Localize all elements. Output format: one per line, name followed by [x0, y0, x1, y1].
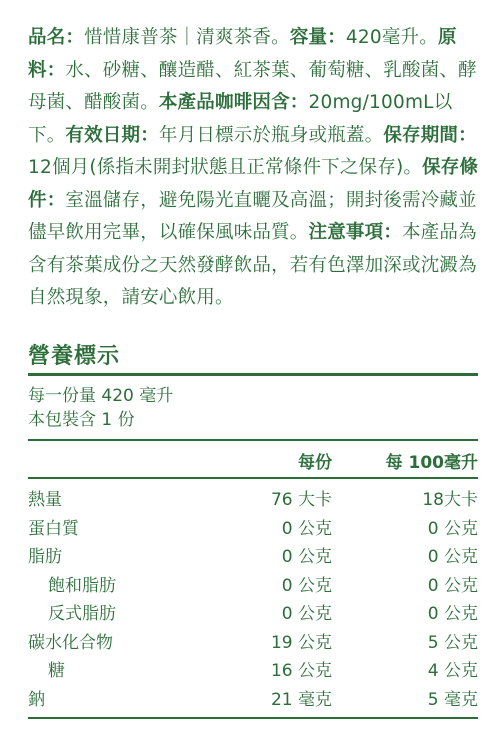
nutrient-name: 飽和脂肪	[48, 575, 116, 596]
nutrient-per-serving: 0 公克	[281, 604, 332, 624]
notice-label: 注意事項：	[308, 222, 403, 243]
nutrient-per-serving: 0 公克	[281, 518, 332, 539]
nutrition-row	[28, 486, 478, 515]
nutrient-name: 反式脂肪	[48, 604, 116, 624]
nutrient-per-100ml: 0 公克	[427, 604, 478, 624]
divider-thick-top	[28, 373, 478, 376]
storage-label: 保存條件：	[28, 157, 479, 211]
nutrient-name: 鈉	[28, 689, 45, 710]
nutrient-name: 碳水化合物	[28, 632, 113, 653]
nutrient-per-100ml: 0 公克	[427, 518, 478, 539]
column-header-per-100ml: 每 100毫升	[385, 453, 478, 473]
expiry-label: 有效日期：	[65, 124, 159, 146]
serving-size: 每一份量 420 毫升	[28, 386, 174, 406]
nutrient-per-100ml: 0 公克	[427, 575, 478, 596]
notice-value: 本產品為含有茶葉成份之天然發酵飲品，若有色澤加深或沈澱為自然現象，請安心飲用。	[28, 222, 477, 308]
product-name: 惜惜康普茶｜清爽茶香。	[84, 27, 290, 48]
volume-value: 420毫升。	[345, 27, 438, 48]
shelf-life-label: 保存期間：	[383, 124, 477, 146]
ingredients-label: 原料：	[28, 27, 457, 81]
expiry-value: 年月日標示於瓶身或瓶蓋。	[158, 124, 384, 146]
nutrition-row	[28, 572, 478, 601]
volume-label: 容量：	[289, 27, 346, 48]
ingredients-value: 水、砂糖、釀造醋、紅茶葉、葡萄糖、乳酸菌、酵母菌、醋酸菌。	[28, 59, 477, 113]
servings-per-pack: 本包裝含 1 份	[28, 410, 135, 430]
nutrition-row	[28, 600, 478, 629]
nutrition-title: 營養標示	[28, 344, 121, 369]
product-name-label: 品名：	[28, 27, 85, 48]
nutrition-row	[28, 515, 478, 544]
nutrient-name: 熱量	[28, 490, 62, 510]
nutrient-per-100ml: 5 公克	[427, 632, 478, 653]
storage-value: 室溫儲存，避免陽光直曬及高溫；開封後需冷藏並儘早飲用完畢，以確保風味品質。	[28, 189, 477, 243]
caffeine-label: 本產品咖啡因含：	[158, 92, 309, 113]
nutrient-per-100ml: 5 毫克	[427, 689, 478, 710]
nutrient-per-100ml: 18大卡	[422, 490, 478, 510]
nutrient-per-serving: 0 公克	[281, 547, 332, 567]
nutrient-per-100ml: 0 公克	[427, 547, 478, 567]
nutrition-row	[28, 543, 478, 572]
divider-columns	[28, 477, 478, 479]
nutrition-row	[28, 629, 478, 658]
nutrition-rows	[28, 486, 478, 714]
column-header-per-serving: 每份	[298, 453, 332, 473]
nutrient-per-serving: 16 公克	[270, 661, 332, 681]
nutrient-name: 蛋白質	[28, 518, 79, 539]
shelf-life-value: 12個月(係指未開封狀態且正常條件下之保存)。	[28, 157, 423, 178]
caffeine-value: 20mg/100mL以下。	[28, 92, 453, 146]
nutrient-per-serving: 76 大卡	[270, 490, 332, 510]
nutrient-per-serving: 0 公克	[281, 575, 332, 596]
divider-header	[28, 439, 478, 441]
product-info-paragraph	[28, 22, 480, 315]
nutrition-row	[28, 686, 478, 715]
divider-bottom	[28, 717, 478, 719]
nutrient-name: 糖	[48, 661, 65, 681]
nutrient-per-100ml: 4 公克	[427, 661, 478, 681]
nutrient-per-serving: 21 毫克	[270, 689, 332, 710]
nutrient-per-serving: 19 公克	[270, 632, 332, 653]
nutrient-name: 脂肪	[28, 547, 62, 567]
nutrition-row	[28, 657, 478, 686]
